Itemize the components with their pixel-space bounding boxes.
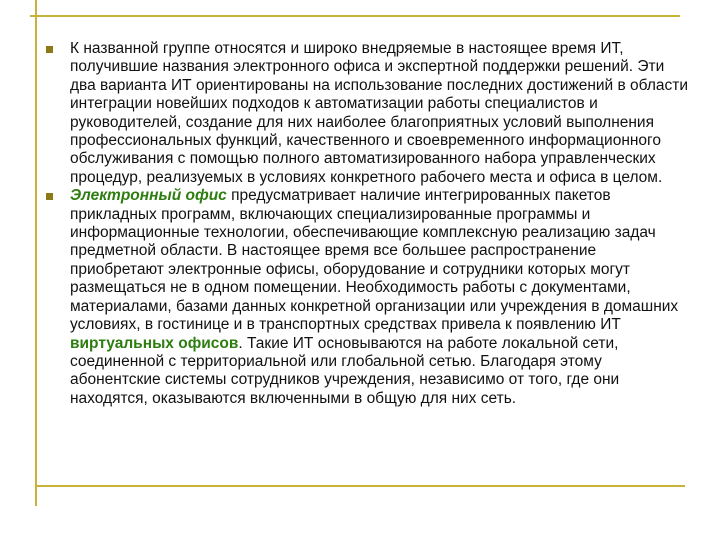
list-item-1	[0, 40, 720, 187]
top-horizontal-rule	[30, 15, 680, 17]
square-bullet-icon	[46, 46, 53, 53]
term-virtual-offices: виртуальных офисов	[70, 334, 239, 352]
list-item-2	[0, 187, 720, 408]
bottom-horizontal-rule	[35, 485, 685, 487]
paragraph-text-a: предусматривает наличие интегрированных пакетов прикладных программ, включающих специализированные программы и информационные технологии, обеспечивающие комплексную реализацию задач предметной области. В настоящее время все большее распространение приобретают электронные офисы, оборудование и сотрудники которых могут размещаться не в одном помещении. Необходимость работы с документами, материалами, базами данных конкретной организации или учреждения в домашних условиях, в гостинице и в транспортных средствах привела к появлению ИТ	[70, 187, 679, 334]
square-bullet-icon	[46, 193, 53, 200]
slide-body	[0, 40, 720, 408]
paragraph-text-b: . Такие ИТ основываются на работе локальной сети, соединенной с территориальной или глобальной сетью. Благодаря этому абонентские системы сотрудников учреждения, независимо от того, где они находятся, оказываются включенными в общую для них сеть.	[70, 334, 620, 407]
term-electronic-office: Электронный офис	[70, 187, 227, 205]
paragraph-text: К названной группе относятся и широко внедряемые в настоящее время ИТ, получившие названия электронного офиса и экспертной поддержки решений. Эти два варианта ИТ ориентированы на использование последних достижений в области интеграции новейших подходов к автоматизации работы специалистов и руководителей, создание для них наиболее благоприятных условий выполнения профессиональных функций, качественного и своевременного информационного обслуживания с помощью полного автоматизированного набора управленческих процедур, реализуемых в условиях конкретного рабочего места и офиса в целом.	[70, 40, 689, 186]
